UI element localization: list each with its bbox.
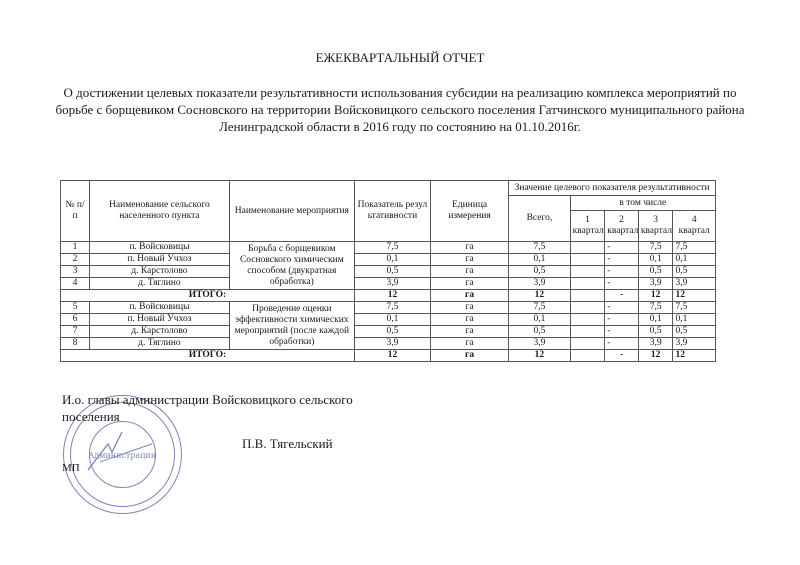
total-q1 bbox=[570, 350, 605, 362]
row-q3: 0,5 bbox=[638, 266, 673, 278]
row-q4: 0,1 bbox=[673, 254, 716, 266]
row-unit: га bbox=[430, 254, 508, 266]
header-indicator: Показатель результативности bbox=[354, 181, 430, 242]
signature-name: П.В. Тягельский bbox=[242, 436, 333, 451]
row-indicator: 0,1 bbox=[354, 254, 430, 266]
row-q1 bbox=[570, 278, 605, 290]
row-num: 4 bbox=[61, 278, 90, 290]
row-q1 bbox=[570, 338, 605, 350]
table-row bbox=[61, 302, 716, 314]
row-indicator: 0,5 bbox=[354, 266, 430, 278]
row-total: 0,1 bbox=[509, 254, 570, 266]
total-q3: 12 bbox=[638, 350, 673, 362]
total-q1 bbox=[570, 290, 605, 302]
total-unit: га bbox=[430, 350, 508, 362]
row-q3: 0,1 bbox=[638, 254, 673, 266]
row-total: 3,9 bbox=[509, 338, 570, 350]
header-q1: 1 квартал bbox=[570, 211, 605, 242]
total-total: 12 bbox=[509, 290, 570, 302]
report-title: ЕЖЕКВАРТАЛЬНЫЙ ОТЧЕТ bbox=[315, 50, 485, 65]
header-including: в том числе bbox=[570, 196, 715, 211]
total-indicator: 12 bbox=[354, 350, 430, 362]
row-settlement: д. Тяглино bbox=[90, 338, 230, 350]
header-value-group: Значение целевого показателя результативности bbox=[509, 181, 716, 196]
seal-place-label: МП bbox=[62, 462, 80, 474]
row-settlement: д. Тяглино bbox=[90, 278, 230, 290]
total-label: ИТОГО: bbox=[61, 290, 355, 302]
total-q2: - bbox=[605, 290, 639, 302]
row-indicator: 7,5 bbox=[354, 302, 430, 314]
group2-activity: Проведение оценки эффективности химических мероприятий (после каждой обработки) bbox=[229, 302, 354, 350]
header-activity: Наименование мероприятия bbox=[229, 181, 354, 242]
signature-position: И.о. главы администрации Войсковицкого сельского поселения bbox=[62, 392, 353, 424]
row-total: 0,5 bbox=[509, 326, 570, 338]
table-row bbox=[61, 314, 716, 326]
row-q4: 0,5 bbox=[673, 266, 716, 278]
row-unit: га bbox=[430, 338, 508, 350]
row-num: 1 bbox=[61, 242, 90, 254]
header-num: № п/п bbox=[61, 181, 90, 242]
row-q4: 0,5 bbox=[673, 326, 716, 338]
total-label: ИТОГО: bbox=[61, 350, 355, 362]
header-settlement: Наименование сельского населенного пункта bbox=[90, 181, 230, 242]
row-q1 bbox=[570, 254, 605, 266]
row-num: 2 bbox=[61, 254, 90, 266]
row-indicator: 3,9 bbox=[354, 278, 430, 290]
total-row bbox=[61, 350, 716, 362]
row-q2: - bbox=[605, 254, 639, 266]
row-num: 6 bbox=[61, 314, 90, 326]
row-settlement: п. Новый Учхоз bbox=[90, 254, 230, 266]
row-unit: га bbox=[430, 326, 508, 338]
row-total: 7,5 bbox=[509, 242, 570, 254]
row-unit: га bbox=[430, 266, 508, 278]
row-total: 3,9 bbox=[509, 278, 570, 290]
table-row bbox=[61, 266, 716, 278]
row-settlement: п. Войсковицы bbox=[90, 302, 230, 314]
row-unit: га bbox=[430, 242, 508, 254]
total-q4: 12 bbox=[673, 290, 716, 302]
row-indicator: 0,5 bbox=[354, 326, 430, 338]
total-q2: - bbox=[605, 350, 639, 362]
row-q3: 3,9 bbox=[638, 278, 673, 290]
header-q3: 3 квартал bbox=[638, 211, 673, 242]
seal-inner-text: Администрация bbox=[88, 451, 156, 460]
row-unit: га bbox=[430, 314, 508, 326]
row-total: 7,5 bbox=[509, 302, 570, 314]
total-row bbox=[61, 290, 716, 302]
row-q1 bbox=[570, 242, 605, 254]
row-q4: 7,5 bbox=[673, 242, 716, 254]
row-q1 bbox=[570, 266, 605, 278]
total-q4: 12 bbox=[673, 350, 716, 362]
row-settlement: д. Карстолово bbox=[90, 266, 230, 278]
row-settlement: п. Новый Учхоз bbox=[90, 314, 230, 326]
row-indicator: 3,9 bbox=[354, 338, 430, 350]
row-q2: - bbox=[605, 302, 639, 314]
header-q2: 2 квартал bbox=[605, 211, 639, 242]
table-row bbox=[61, 242, 716, 254]
table-row bbox=[61, 278, 716, 290]
row-q3: 0,1 bbox=[638, 314, 673, 326]
header-q4: 4 квартал bbox=[673, 211, 716, 242]
total-q3: 12 bbox=[638, 290, 673, 302]
total-total: 12 bbox=[509, 350, 570, 362]
row-settlement: д. Карстолово bbox=[90, 326, 230, 338]
row-q1 bbox=[570, 314, 605, 326]
table-row bbox=[61, 254, 716, 266]
row-q3: 7,5 bbox=[638, 242, 673, 254]
row-unit: га bbox=[430, 302, 508, 314]
row-q3: 3,9 bbox=[638, 338, 673, 350]
row-q4: 0,1 bbox=[673, 314, 716, 326]
row-q1 bbox=[570, 302, 605, 314]
row-q3: 7,5 bbox=[638, 302, 673, 314]
row-q4: 3,9 bbox=[673, 338, 716, 350]
row-q3: 0,5 bbox=[638, 326, 673, 338]
row-unit: га bbox=[430, 278, 508, 290]
row-total: 0,1 bbox=[509, 314, 570, 326]
row-total: 0,5 bbox=[509, 266, 570, 278]
header-total: Всего, bbox=[509, 196, 570, 242]
table-row bbox=[61, 326, 716, 338]
row-q1 bbox=[570, 326, 605, 338]
group1-activity: Борьба с борщевиком Сосновского химическим способом (двукратная обработка) bbox=[229, 242, 354, 290]
table-row bbox=[61, 338, 716, 350]
row-num: 5 bbox=[61, 302, 90, 314]
row-q4: 3,9 bbox=[673, 278, 716, 290]
report-table bbox=[60, 180, 716, 362]
row-indicator: 0,1 bbox=[354, 314, 430, 326]
total-unit: га bbox=[430, 290, 508, 302]
row-indicator: 7,5 bbox=[354, 242, 430, 254]
row-q2: - bbox=[605, 338, 639, 350]
row-q2: - bbox=[605, 314, 639, 326]
row-q4: 7,5 bbox=[673, 302, 716, 314]
row-num: 8 bbox=[61, 338, 90, 350]
header-row-1 bbox=[61, 181, 716, 196]
row-q2: - bbox=[605, 326, 639, 338]
row-q2: - bbox=[605, 278, 639, 290]
total-indicator: 12 bbox=[354, 290, 430, 302]
row-q2: - bbox=[605, 242, 639, 254]
row-num: 3 bbox=[61, 266, 90, 278]
header-unit: Единица измерения bbox=[430, 181, 508, 242]
report-subtitle: О достижении целевых показатели результативности использования субсидии на реализацию комплекса мероприятий по борьбе с борщевиком Сосновского на территории Войсковицкого сельского поселения Гатчинского муниципального района Ленинградской области в 2016 году по состоянию на 01.10.2016г. bbox=[55, 85, 745, 134]
row-num: 7 bbox=[61, 326, 90, 338]
row-q2: - bbox=[605, 266, 639, 278]
row-settlement: п. Войсковицы bbox=[90, 242, 230, 254]
